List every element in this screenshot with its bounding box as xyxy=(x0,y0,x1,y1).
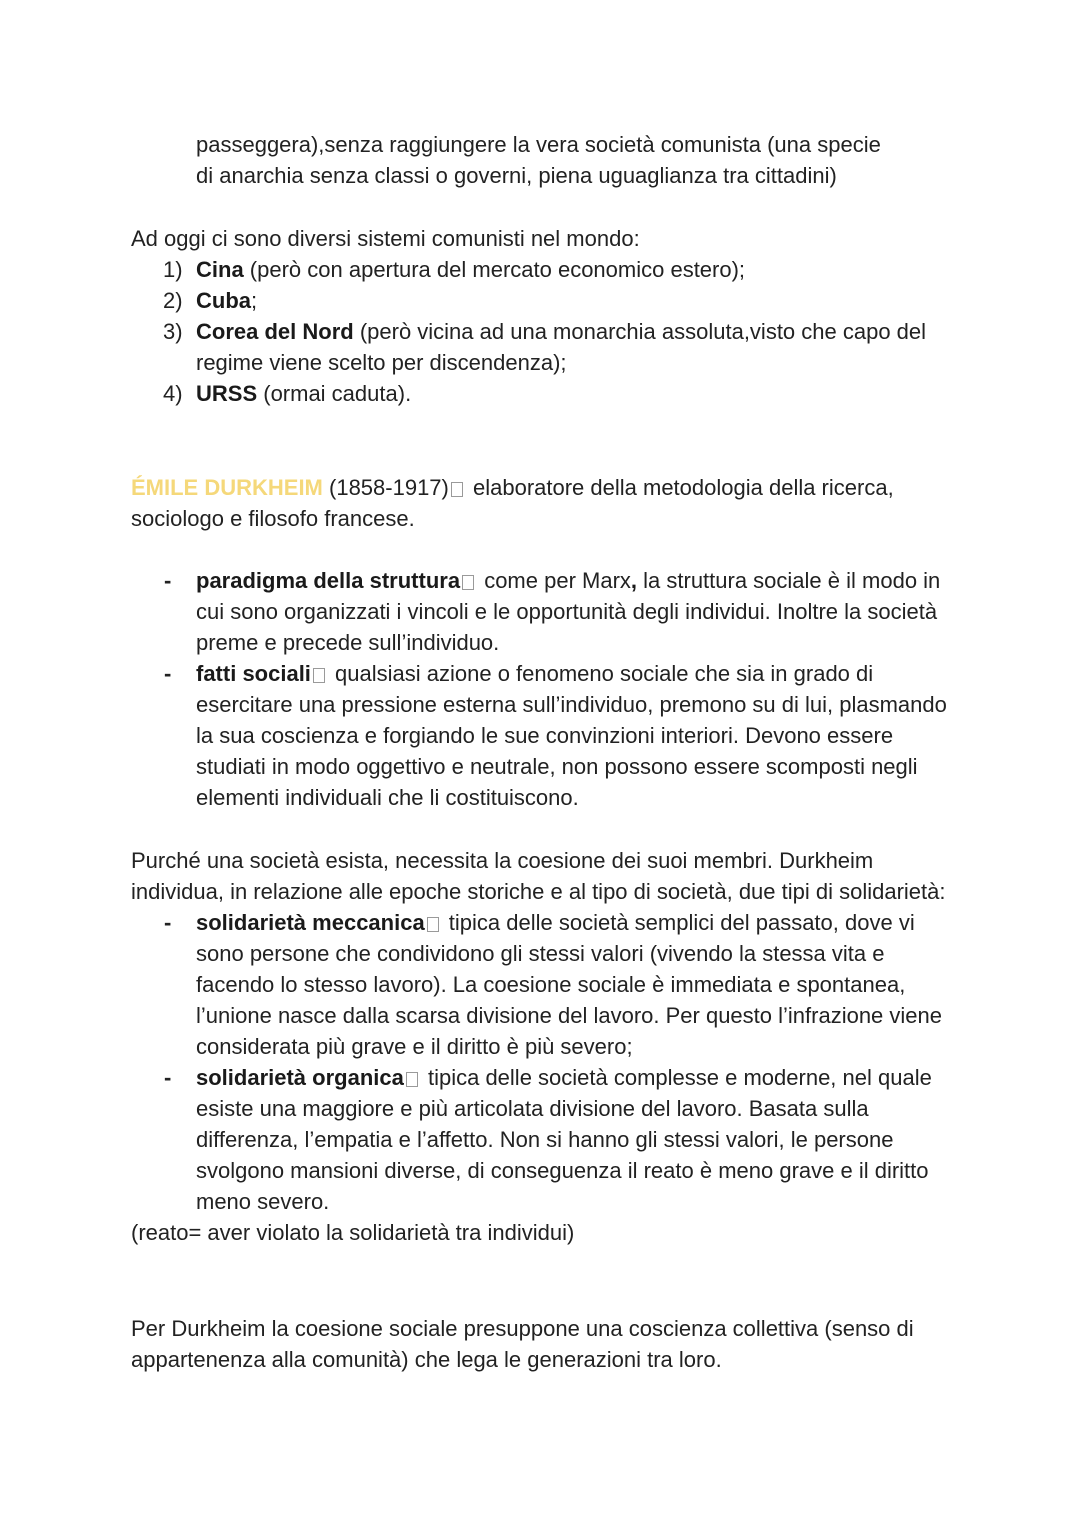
list-number: 1) xyxy=(163,257,183,282)
country-name: Cuba xyxy=(196,288,251,313)
country-note: (però vicina ad una monarchia assoluta,visto che capo del regime viene scelto per discendenza); xyxy=(196,319,927,375)
list-item xyxy=(131,378,961,409)
list-item xyxy=(131,285,961,316)
durkheim-bullets xyxy=(131,565,961,813)
conclusion-section xyxy=(131,1313,961,1375)
country-note: (ormai caduta). xyxy=(257,381,412,406)
intro-line-2: di anarchia senza classi o governi, piena uguaglianza tra cittadini) xyxy=(196,163,837,188)
term: solidarietà meccanica xyxy=(196,910,425,935)
durkheim-desc: elaboratore della metodologia della ricerca, sociologo e filosofo francese. xyxy=(131,475,894,531)
arrow-glyph-icon xyxy=(313,668,325,683)
arrow-glyph-icon xyxy=(451,482,463,497)
bullet-dash: - xyxy=(164,661,172,686)
definition: tipica delle società semplici del passato, dove vi sono persone che condividono gli stessi valori (vivendo la stessa vita e facendo lo stesso lavoro). La coesione sociale è immediata e spontanea, l’unione nasce dalla scarsa divisione del lavoro. Per questo l’infrazione viene considerata più grave e il diritto è più severo; xyxy=(196,910,942,1059)
country-note: (però con apertura del mercato economico estero); xyxy=(243,257,746,282)
list-item xyxy=(131,1062,961,1217)
systems-heading: Ad oggi ci sono diversi sistemi comunisti nel mondo: xyxy=(131,226,640,251)
list-item xyxy=(131,254,961,285)
list-item xyxy=(131,316,961,378)
durkheim-dates: (1858-1917) xyxy=(322,475,449,500)
list-number: 2) xyxy=(163,288,183,313)
bullet-dash: - xyxy=(164,568,172,593)
term: paradigma della struttura xyxy=(196,568,461,593)
arrow-glyph-icon xyxy=(462,575,474,590)
durkheim-intro xyxy=(131,472,961,534)
definition: tipica delle società complesse e moderne, nel quale esiste una maggiore e più articolata divisione del lavoro. Basata sulla differenza, l’empatia e l’affetto. Non si hanno gli stessi valori, le persone svolgono mansioni diverse, di conseguenza il reato è meno grave e il diritto meno severo. xyxy=(196,1065,932,1214)
definition: come per Marx xyxy=(478,568,631,593)
solidarity-note: (reato= aver violato la solidarietà tra individui) xyxy=(131,1220,575,1245)
country-name: URSS xyxy=(196,381,258,406)
solidarity-section xyxy=(131,845,961,1248)
durkheim-name: ÉMILE DURKHEIM xyxy=(131,475,323,500)
bullet-dash: - xyxy=(164,1065,172,1090)
comma: , xyxy=(630,568,638,593)
list-item xyxy=(131,658,961,813)
definition-cont: la struttura sociale è il modo in cui sono organizzati i vincoli e le opportunità degli individui. Inoltre la società preme e precede sull’individuo. xyxy=(196,568,941,655)
intro-paragraph xyxy=(131,129,961,191)
country-note: ; xyxy=(251,288,258,313)
list-number: 4) xyxy=(163,381,183,406)
list-number: 3) xyxy=(163,319,183,344)
list-item xyxy=(131,565,961,658)
bullet-dash: - xyxy=(164,910,172,935)
term: solidarietà organica xyxy=(196,1065,404,1090)
list-item xyxy=(131,907,961,1062)
intro-line-1: passeggera),senza raggiungere la vera società comunista (una specie xyxy=(196,132,881,157)
arrow-glyph-icon xyxy=(427,917,439,932)
solidarity-intro: Purché una società esista, necessita la coesione dei suoi membri. Durkheim individua, in relazione alle epoche storiche e al tipo di società, due tipi di solidarietà: xyxy=(131,848,946,904)
arrow-glyph-icon xyxy=(406,1072,418,1087)
systems-section xyxy=(131,223,961,409)
conclusion-text: Per Durkheim la coesione sociale presuppone una coscienza collettiva (senso di appartenenza alla comunità) che lega le generazioni tra loro. xyxy=(131,1316,914,1372)
country-name: Cina xyxy=(196,257,244,282)
definition: qualsiasi azione o fenomeno sociale che sia in grado di esercitare una pressione esterna sull’individuo, premono su di lui, plasmando la sua coscienza e forgiando le sue convinzioni interiori. Devono essere studiati in modo oggettivo e neutrale, non possono essere scomposti negli elementi individuali che li costituiscono. xyxy=(196,661,947,810)
durkheim-section xyxy=(131,472,961,534)
term: fatti sociali xyxy=(196,661,311,686)
country-name: Corea del Nord xyxy=(196,319,354,344)
